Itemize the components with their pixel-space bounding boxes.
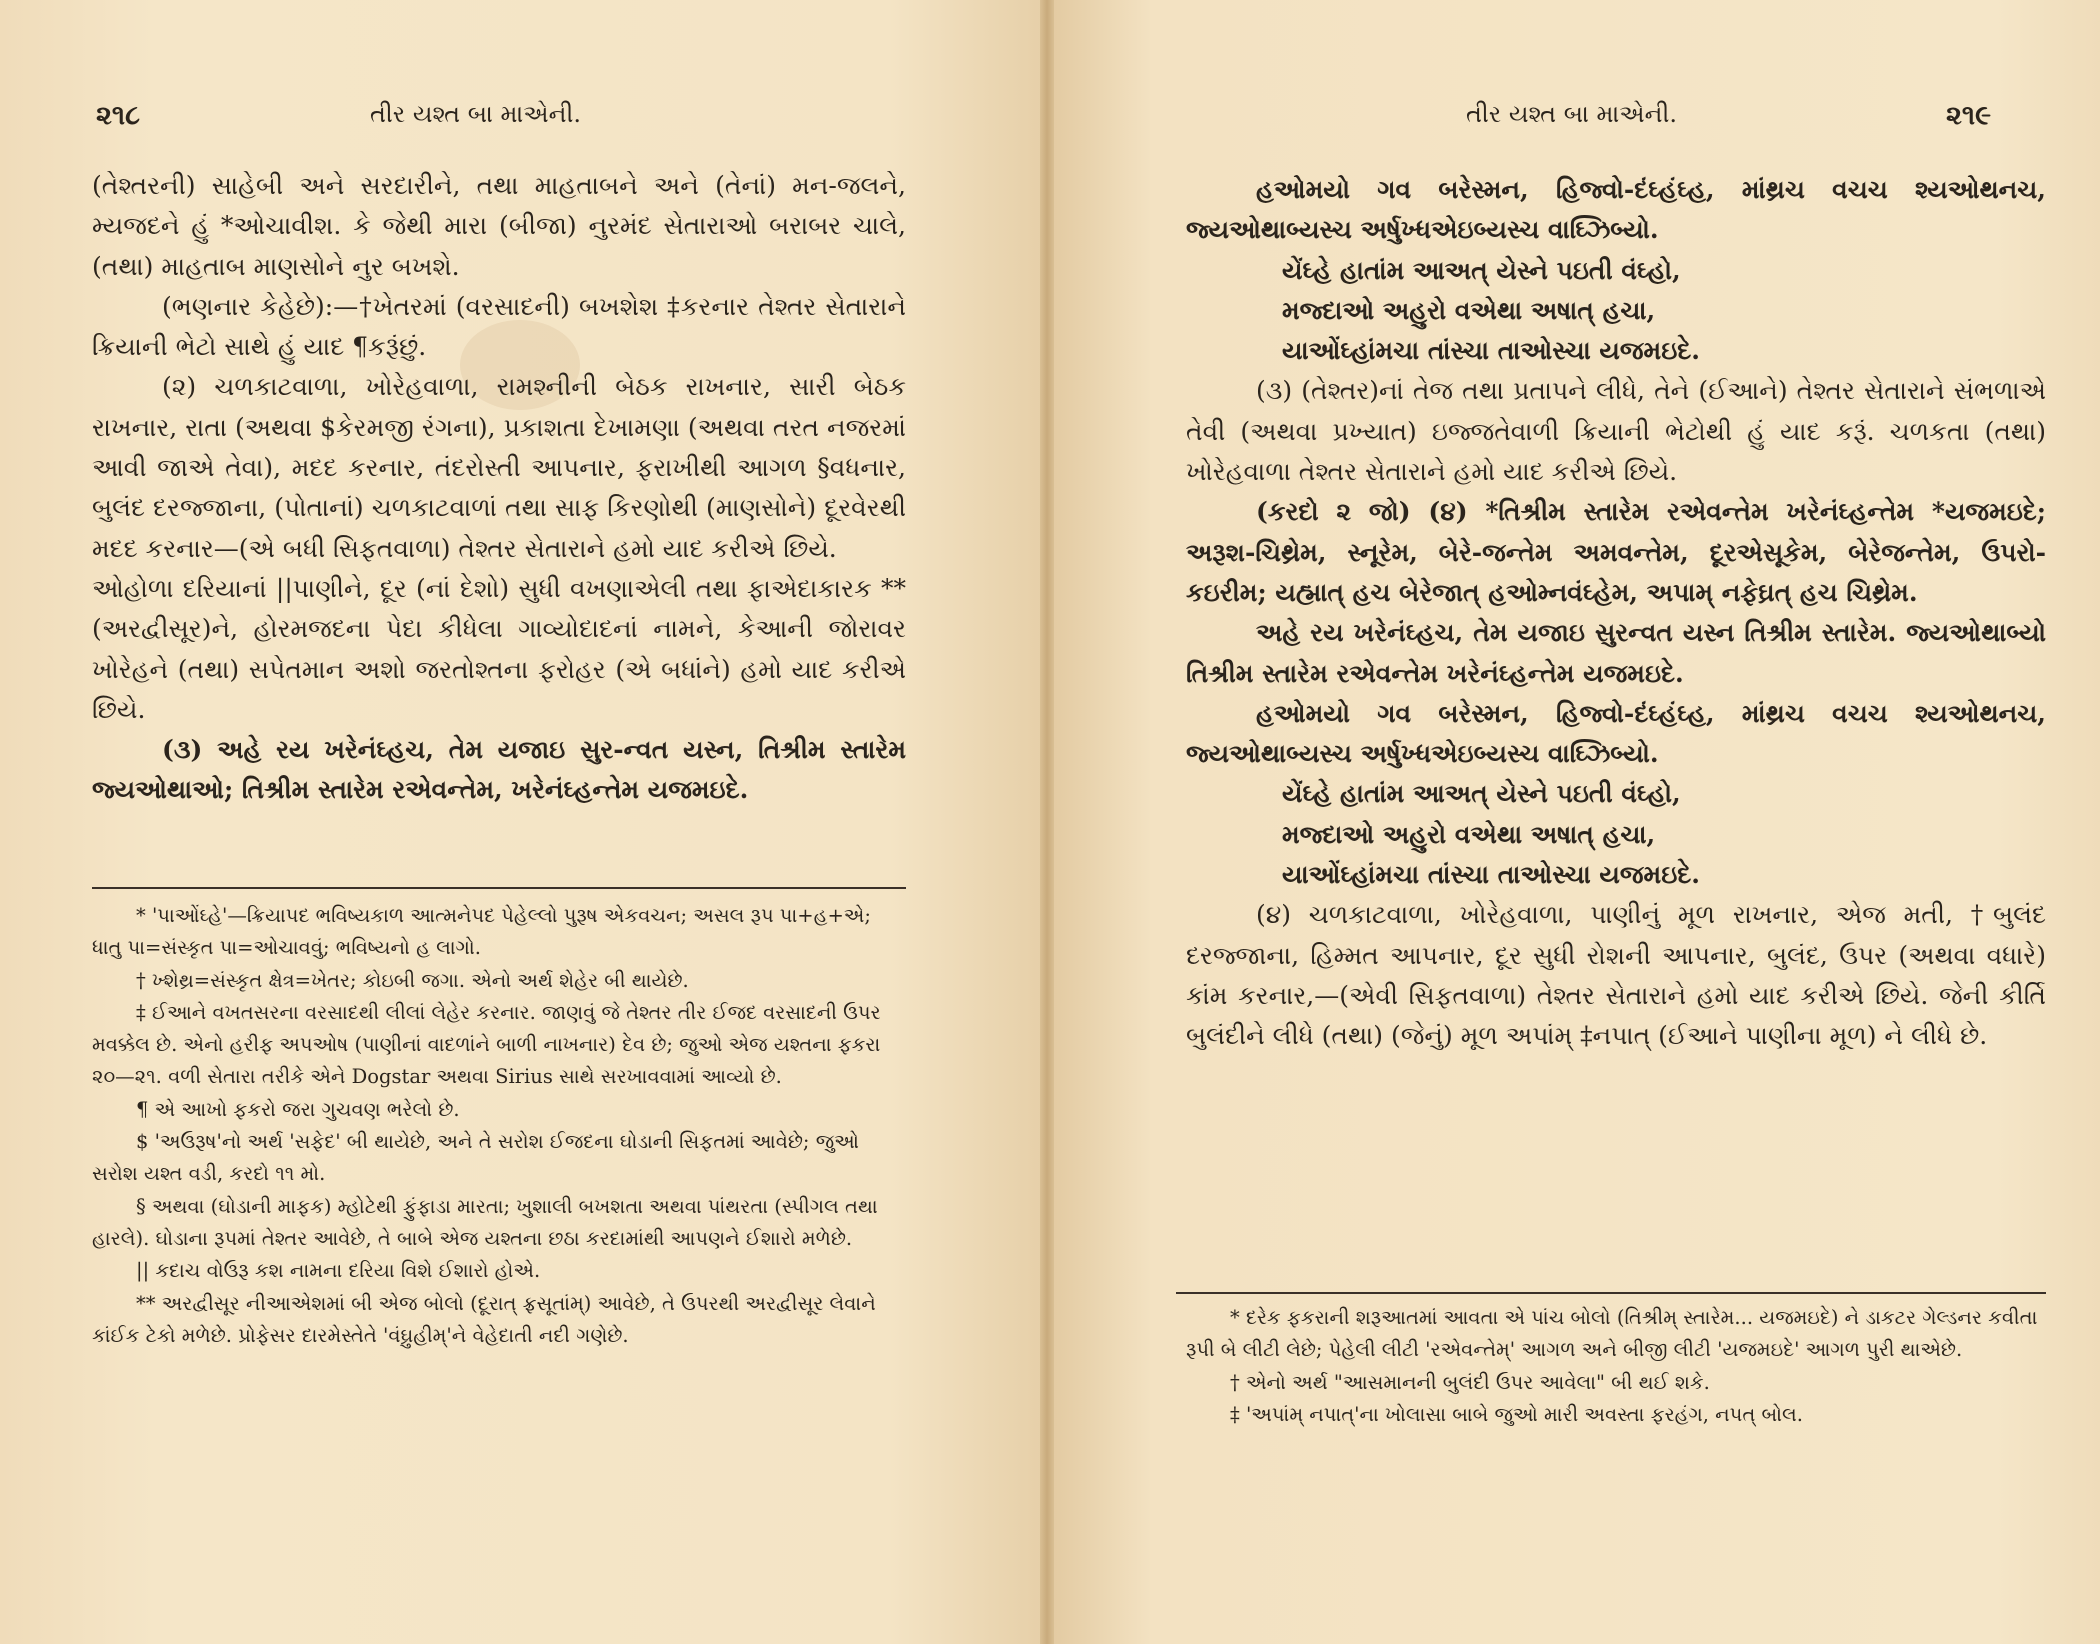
footnote: ‡ 'અપાંમ્ નપાત્'ના ખોલાસા બાબે જુઓ મારી અવસ્તા ફરહંગ, નપત્ બોલ.: [1230, 1402, 1803, 1426]
left-paragraph: (૨) ચળકાટવાળા, ખોરેહવાળા, રામશ્નીની બેઠક રાખનાર, સારી બેઠક રાખનાર, રાતા (અથવા $કેરમજી રંગના), પ્રકાશતા દેખામણા (અથવા તરત નજરમાં આવી જાએ તેવા), મદદ કરનાર, તંદરોસ્તી આપનાર, ફરાખીથી આગળ §વધનાર, બુલંદ દરજ્જાના, (પોતાનાં) ચળકાટવાળાં તથા સાફ કિરણોથી (માણસોને) દૂરવેરથી મદદ કરનાર—(એ બધી સિફતવાળા) તેશ્તર સેતારાને હમો યાદ કરીએ છિયે.: [92, 372, 906, 563]
verse-line: યેંઘ્હે હાતાંમ આઅત્ યેસ્ને પઇતી વંઘ્હો,: [1282, 255, 1681, 285]
verse-line: યાઓંઘ્હાંમચા તાંસ્ચા તાઓસ્ચા યજમઇદે.: [1282, 860, 1700, 890]
right-paragraph: (૪) ચળકાટવાળા, ખોરેહવાળા, પાણીનું મૂળ રાખનાર, એજ મતી, †બુલંદ દરજ્જાના, હિમ્મત આપનાર, દૂર સુધી રોશની આપનાર, બુલંદ, ઉપર (અથવા વધારે) કાંમ કરનાર,—(એવી સિફતવાળા) તેશ્તર સેતારાને હમો યાદ કરીએ છિયે. જેની કીર્તિ બુલંદીને લીધે (તથા) (જેનું) મૂળ અપાંમ્ ‡નપાત્ (ઈઆને પાણીના મૂળ) ને લીધે છે.: [1186, 900, 2046, 1051]
right-footnotes: [1186, 1302, 2046, 1431]
footnote: || કદાચ વોઉરૂ કશ નામના દરિયા વિશે ઈશારો હોએ.: [136, 1259, 541, 1283]
verse-line: મજ્દાઓ અહુરો વએથા અષાત્ હચા,: [1282, 819, 1656, 849]
footnote: ‡ ઈઆને વખતસરના વરસાદથી લીલાં લેહેર કરનાર. જાણવું જે તેશ્તર તીર ઈજદ વરસાદની ઉપર મવક્કેલ છે. એનો હરીફ અપઓષ (પાણીનાં વાદળાંને બાળી નાખનાર) દેવ છે; જુઓ એજ યશ્તના ફકરા ૨૦—૨૧. વળી સેતારા તરીકે એને Dogstar અથવા Sirius સાથે સરખાવવામાં આવ્યો છે.: [92, 1000, 881, 1089]
right-main-text: [1186, 170, 2046, 1057]
right-page-number: ૨૧૯: [1946, 100, 1992, 131]
avesta-prose: હઓમયો ગવ બરેસ્મન, હિજ્વો-દંઘ્હંઘ્હ, માંથ્રચ વચચ શ્યઓથનચ, જ્યઓથાબ્યસ્ચ અર્ષુખ્ધએઇબ્યસ્ચ વાઘ્ઝિબ્યો.: [1186, 175, 2046, 245]
left-footnotes: [92, 900, 906, 1352]
right-page: [1046, 0, 2100, 1644]
left-running-head: તીર યશ્ત બા માએની.: [370, 100, 581, 128]
avesta-verse: [1186, 774, 2046, 895]
verse-line: યેંઘ્હે હાતાંમ આઅત્ યેસ્ને પઇતી વંઘ્હો,: [1282, 779, 1681, 809]
footnote: $ 'અઉરૂષ'નો અર્થ 'સફેદ' બી થાયેછે, અને તે સરોશ ઈજદના ઘોડાની સિફતમાં આવેછે; જુઓ સરોશ યશ્ત વડી, કરદો ૧૧ મો.: [92, 1130, 859, 1186]
footnote: § અથવા (ઘોડાની માફક) મ્હોટેથી ફુંફાડા મારતા; ખુશાલી બખશતા અથવા પાંથરતા (સ્પીગલ તથા હારલે). ઘોડાના રૂપમાં તેશ્તર આવેછે, તે બાબે એજ યશ્તના છઠા કરદામાંથી આપણને ઈશારો મળેછે.: [92, 1194, 878, 1250]
avesta-prose: હઓમયો ગવ બરેસ્મન, હિજ્વો-દંઘ્હંઘ્હ, માંથ્રચ વચચ શ્યઓથનચ, જ્યઓથાબ્યસ્ચ અર્ષુખ્ધએઇબ્યસ્ચ વાઘ્ઝિબ્યો.: [1186, 698, 2046, 769]
footnote-rule: [1176, 1292, 2046, 1294]
footnote: ** અરદ્વીસૂર નીઆએશમાં બી એજ બોલો (દૂરાત્ ફ્રસૂતાંમ્) આવેછે, તે ઉપરથી અરદ્વીસૂર લેવાને કાંઈક ટેકો મળેછે. પ્રોફેસર દારમેસ્તેતે 'વંઘ્રુહીમ્'ને વેહેદાતી નદી ગણેછે.: [92, 1291, 876, 1347]
left-paragraph: (ભણનાર કેહેછે):—†ખેતરમાં (વરસાદની) બખશેશ ‡કરનાર તેશ્તર સેતારાને ક્રિયાની ભેટો સાથે હું યાદ ¶કરૂંછું.: [92, 291, 906, 362]
right-paragraph: (૩) (તેશ્તર)નાં તેજ તથા પ્રતાપને લીધે, તેને (ઈઆને) તેશ્તર સેતારાને સંભળાએ તેવી (અથવા પ્રખ્યાત) ઇજ્જતેવાળી ક્રિયાની ભેટોથી હું યાદ કરૂં. ચળકતા (તથા) ખોરેહવાળા તેશ્તર સેતારાને હમો યાદ કરીએ છિયે.: [1186, 376, 2046, 487]
verse-line: યાઓંઘ્હાંમચા તાંસ્ચા તાઓસ્ચા યજમઇદે.: [1282, 336, 1700, 366]
left-main-text: [92, 166, 906, 811]
avesta-paragraph: (કરદો ૨ જો) (૪) *તિશ્રીમ સ્તારેમ રએવન્તેમ ખરેનંઘ્હન્તેમ *યજમઇદે; અરૂશ-ચિથ્રેમ, સ્નૂરેમ, બેરે-જન્તેમ અમવન્તેમ, દૂરએસૂકેમ, બેરેજન્તેમ, ઉપરો-કઇરીમ; યહ્માત્ હચ બેરેજાત્ હઓમ્નવંઘ્હેમ, અપામ્ નફેઘ્રત્ હચ ચિથ્રેમ.: [1186, 497, 2046, 607]
footnote-rule: [92, 887, 906, 889]
left-page: [0, 0, 1046, 1644]
avesta-verse: [1186, 251, 2046, 372]
right-running-head: તીર યશ્ત બા માએની.: [1466, 100, 1677, 128]
left-paragraph: ઓહોળા દરિયાનાં ||પાણીને, દૂર (નાં દેશો) સુધી વખણાએલી તથા ફાએદાકારક **(અરદ્વીસૂર)ને, હોરમજદના પેદા કીધેલા ગાવ્યોદાદનાં નામને, કેઆની જોરાવર ખોરેહને (તથા) સપેતમાન અશો જરતોશ્તના ફરોહર (એ બધાંને) હમો યાદ કરીએ છિયે.: [92, 573, 906, 724]
left-paragraph: (તેશ્તરની) સાહેબી અને સરદારીને, તથા માહતાબને અને (તેનાં) મન-જલને, મ્યજદને હું *ઓચાવીશ. કે જેથી મારા (બીજા) નુરમંદ સેતારાઓ બરાબર ચાલે, (તથા) માહતાબ માણસોને નુર બખશે.: [92, 171, 906, 281]
footnote: ¶ એ આખો ફકરો જરા ગુચવણ ભરેલો છે.: [136, 1097, 460, 1121]
left-page-number: ૨૧૮: [96, 100, 140, 131]
left-avesta-paragraph: (૩) અહે રય ખરેનંઘ્હચ, તેમ યજાઇ સુર-ન્વત યસ્ન, તિશ્રીમ સ્તારેમ જ્યઓથાઓ; તિશ્રીમ સ્તારેમ રએવન્તેમ, ખરેનંઘ્હન્તેમ યજમઇદે.: [92, 735, 906, 805]
footnote: * દરેક ફકરાની શરૂઆતમાં આવતા એ પાંચ બોલો (તિશ્રીમ્ સ્તારેમ... યજમઇદે) ને ડાકટર ગેલ્ડનર કવીતા રૂપી બે લીટી લેછે; પેહેલી લીટી 'રએવન્તેમ્' આગળ અને બીજી લીટી 'યજમઇદે' આગળ પુરી થાએછે.: [1186, 1306, 2038, 1362]
verse-line: મજ્દાઓ અહુરો વએથા અષાત્ હચા,: [1282, 295, 1656, 325]
book-gutter: [1040, 0, 1054, 1644]
footnote: † એનો અર્થ "આસમાનની બુલંદી ઉપર આવેલા" બી થઈ શકે.: [1230, 1370, 1710, 1394]
footnote: * 'પાઓંઘ્હે'—ક્રિયાપદ ભવિષ્યકાળ આત્મનેપદ પેહેલ્લો પુરૂષ એકવચન; અસલ રૂપ પા+હ+એ; ધાતુ પા=સંસ્કૃત પા=ઓચાવવું; ભવિષ્યનો હ લાગો.: [92, 904, 871, 960]
avesta-paragraph: અહે રય ખરેનંઘ્હચ, તેમ યજાઇ સુરન્વત યસ્ન તિશ્રીમ સ્તારેમ. જ્યઓથાબ્યો તિશ્રીમ સ્તારેમ રએવન્તેમ ખરેનંઘ્હન્તેમ યજમઇદે.: [1186, 618, 2046, 688]
footnote: † ખ્શેથ્ર=સંસ્કૃત ક્ષેત્ર=ખેતર; કોઇબી જગા. એનો અર્થ શેહેર બી થાયેછે.: [136, 968, 689, 992]
